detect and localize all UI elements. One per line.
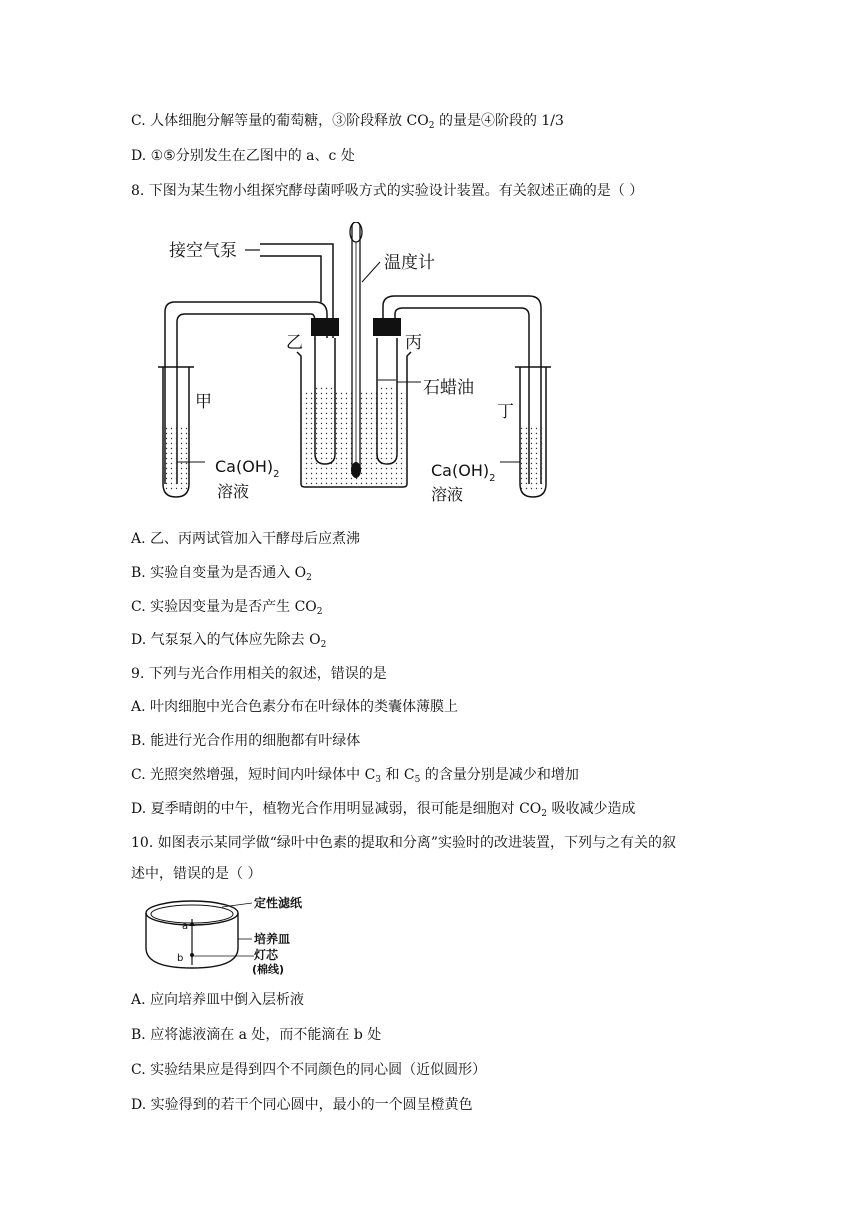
option-10c: C. 实验结果应是得到四个不同颜色的同心圆（近似圆形） (131, 1062, 487, 1078)
tube-jia-label: 甲 (195, 392, 212, 412)
left-solution-label-2: 溶液 (217, 482, 250, 501)
option-7c: C. 人体细胞分解等量的葡萄糖，③阶段释放 $CO_2$ 的量是④阶段的 1/3 (131, 113, 564, 131)
question-10: 10. 如图表示某同学做“绿叶中色素的提取和分离”实验时的改进装置，下列与之有关的叙 (131, 835, 677, 851)
option-7d: D. ①⑤分别发生在乙图中的 a、c 处 (131, 148, 355, 164)
right-solution-label: $Ca(OH)_2$ (431, 461, 496, 484)
wick-label: 灯芯 (254, 948, 279, 962)
tube-bing-label: 丙 (405, 333, 422, 353)
left-solution-label: $Ca(OH)_2$ (215, 457, 280, 480)
option-8a: A. 乙、丙两试管加入干酵母后应煮沸 (131, 531, 361, 547)
option-10a: A. 应向培养皿中倒入层析液 (131, 992, 305, 1008)
tube-yi-label: 乙 (286, 333, 303, 353)
tube-ding-label: 丁 (497, 402, 514, 422)
paraffin-label: 石蜡油 (423, 378, 474, 398)
option-10d: D. 实验得到的若干个同心圆中，最小的一个圆呈橙黄色 (131, 1097, 473, 1113)
option-9c: C. 光照突然增强，短时间内叶绿体中 $C_3$ 和 $C_5$ 的含量分别是减少和增加 (131, 767, 579, 785)
yeast-respiration-apparatus (155, 222, 555, 508)
filter-paper-label: 定性滤纸 (254, 896, 303, 910)
option-8b: B. 实验自变量为是否通入 $O_2$ (131, 565, 312, 583)
option-10b: B. 应将滤液滴在 a 处，而不能滴在 b 处 (131, 1027, 382, 1043)
right-solution-label-2: 溶液 (431, 485, 464, 504)
thermometer-label: 温度计 (384, 253, 435, 273)
question-8: 8. 下图为某生物小组探究酵母菌呼吸方式的实验设计装置。有关叙述正确的是（ ） (131, 183, 644, 199)
option-8c: C. 实验因变量为是否产生 $CO_2$ (131, 599, 323, 617)
question-9: 9. 下列与光合作用相关的叙述，错误的是 (131, 666, 387, 682)
question-10-cont: 述中，错误的是（ ） (131, 866, 262, 882)
option-9b: B. 能进行光合作用的细胞都有叶绿体 (131, 733, 361, 749)
pump-label: 接空气泵 (169, 241, 237, 261)
point-b-label: b (177, 953, 184, 964)
option-8d: D. 气泵泵入的气体应先除去 $O_2$ (131, 632, 327, 650)
option-9d: D. 夏季晴朗的中午，植物光合作用明显减弱，很可能是细胞对 $CO_2$ 吸收减少造成 (131, 801, 636, 819)
wick-label-2: (棉线) (252, 963, 285, 976)
option-9a: A. 叶肉细胞中光合色素分布在叶绿体的类囊体薄膜上 (131, 699, 459, 715)
point-a-label: a (182, 921, 189, 932)
dish-label: 培养皿 (254, 932, 291, 946)
chromatography-apparatus (144, 893, 364, 979)
